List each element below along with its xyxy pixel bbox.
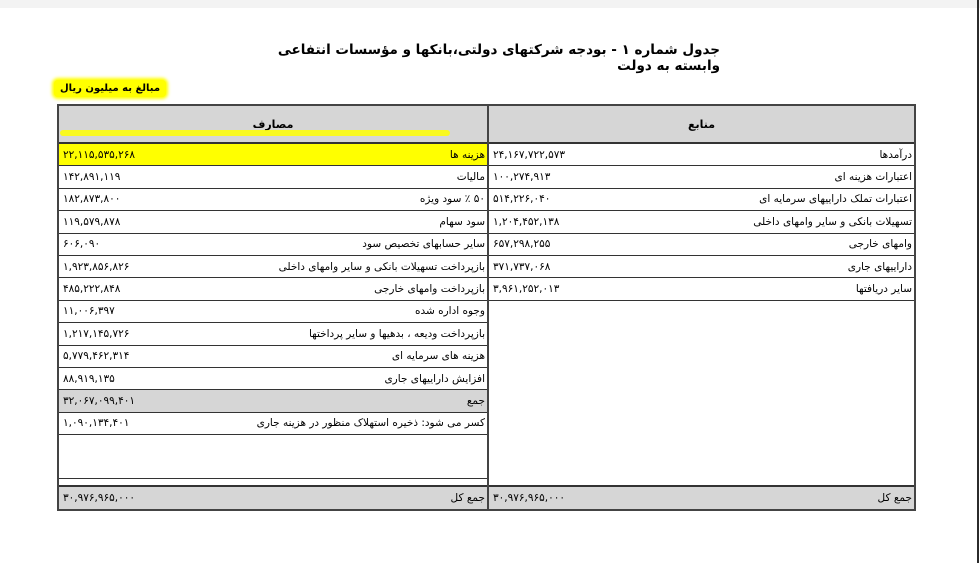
row-label: بازپرداخت وامهای خارجی — [374, 283, 485, 296]
viewer-top-strip — [0, 0, 980, 8]
total-value: ۳۰,۹۷۶,۹۶۵,۰۰۰ — [63, 492, 136, 504]
row-value: ۵۱۴,۲۲۶,۰۴۰ — [493, 193, 551, 206]
sources-header: منابع — [489, 106, 914, 144]
row-value: ۳,۹۶۱,۲۵۲,۰۱۳ — [493, 283, 560, 296]
row-value: ۲۴,۱۶۷,۷۲۲,۵۷۳ — [493, 148, 566, 161]
row-label: بازپرداخت ودیعه ، بدهیها و سایر پرداختها — [308, 327, 485, 340]
row-value: ۱,۰۹۰,۱۳۴,۴۰۱ — [63, 417, 130, 430]
sources-total-row — [489, 485, 914, 509]
row-label: تسهیلات بانکی و سایر وامهای داخلی — [753, 215, 912, 228]
highlight-mark — [60, 130, 450, 136]
table-row — [59, 368, 487, 390]
table-row — [59, 256, 487, 278]
table-row — [59, 413, 487, 435]
row-value: ۸۸,۹۱۹,۱۳۵ — [63, 372, 115, 385]
row-label: درآمدها — [879, 148, 912, 161]
table-row — [489, 278, 914, 300]
row-label: وامهای خارجی — [848, 238, 912, 251]
row-value: ۱۱۹,۵۷۹,۸۷۸ — [63, 215, 121, 228]
row-value: ۱۴۲,۸۹۱,۱۱۹ — [63, 171, 121, 184]
table-row — [489, 189, 914, 211]
row-label: سایر حسابهای تخصیص سود — [362, 238, 485, 251]
page-title: جدول شماره ۱ - بودجه شرکتهای دولتی،بانکها و مؤسسات انتفاعی وابسته به دولت — [277, 42, 720, 74]
row-value: ۱۱,۰۰۶,۳۹۷ — [63, 305, 115, 318]
total-label: جمع کل — [877, 492, 912, 504]
uses-total-row — [59, 485, 487, 509]
row-value: ۳۷۱,۷۳۷,۰۶۸ — [493, 260, 551, 273]
uses-header: مصارف — [59, 106, 487, 144]
row-value: ۱۸۲,۸۷۳,۸۰۰ — [63, 193, 121, 206]
table-row — [59, 278, 487, 300]
row-value: ۳۲,۰۶۷,۰۹۹,۴۰۱ — [63, 394, 136, 407]
table-row — [489, 256, 914, 278]
table-row — [489, 166, 914, 188]
row-label: سود سهام — [439, 215, 485, 228]
row-value: ۱,۹۲۳,۸۵۶,۸۲۶ — [63, 260, 130, 273]
unit-note: مبالغ به میلیون ریال — [54, 80, 166, 97]
table-row — [489, 211, 914, 233]
row-label: هزینه ها — [449, 148, 485, 161]
uses-table — [57, 104, 489, 511]
row-label: دارایيهای جاری — [847, 260, 912, 273]
row-label: افزایش دارایيهای جاری — [384, 372, 485, 385]
row-value: ۱,۲۰۴,۴۵۲,۱۳۸ — [493, 215, 560, 228]
row-label: بازپرداخت تسهیلات بانکی و سایر وامهای داخلی — [278, 260, 485, 273]
table-row — [59, 211, 487, 233]
table-row — [59, 346, 487, 368]
table-row — [59, 189, 487, 211]
row-label: کسر می شود: ذخیره استهلاک منظور در هزینه جاری — [256, 417, 485, 430]
row-label: مالیات — [456, 171, 485, 184]
row-label: وجوه اداره شده — [414, 305, 485, 318]
row-label: جمع — [466, 394, 485, 407]
row-value: ۴۸۵,۲۲۲,۸۴۸ — [63, 283, 121, 296]
table-row — [59, 323, 487, 345]
table-row — [59, 166, 487, 188]
page-edge — [977, 0, 979, 563]
uses-empty-space — [59, 435, 487, 479]
row-label: اعتبارات تملک دارایيهای سرمایه ای — [759, 193, 912, 206]
total-label: جمع کل — [450, 492, 485, 504]
row-value: ۶۰۶,۰۹۰ — [63, 238, 101, 251]
table-row — [489, 234, 914, 256]
table-row — [59, 301, 487, 323]
table-row — [59, 144, 487, 166]
row-value: ۱,۲۱۷,۱۴۵,۷۲۶ — [63, 327, 130, 340]
row-label: ۵۰ ٪ سود ویژه — [419, 193, 485, 206]
row-value: ۱۰۰,۲۷۴,۹۱۳ — [493, 171, 551, 184]
row-label: اعتبارات هزینه ای — [834, 171, 912, 184]
row-label: هزینه های سرمایه ای — [391, 350, 485, 363]
table-row — [59, 390, 487, 412]
row-value: ۲۲,۱۱۵,۵۳۵,۲۶۸ — [63, 148, 136, 161]
row-label: سایر دریافتها — [855, 283, 912, 296]
table-row — [59, 234, 487, 256]
row-value: ۵,۷۷۹,۴۶۲,۳۱۴ — [63, 350, 130, 363]
table-row — [489, 144, 914, 166]
total-value: ۳۰,۹۷۶,۹۶۵,۰۰۰ — [493, 492, 566, 504]
row-value: ۶۵۷,۲۹۸,۲۵۵ — [493, 238, 551, 251]
sources-table — [487, 104, 916, 511]
